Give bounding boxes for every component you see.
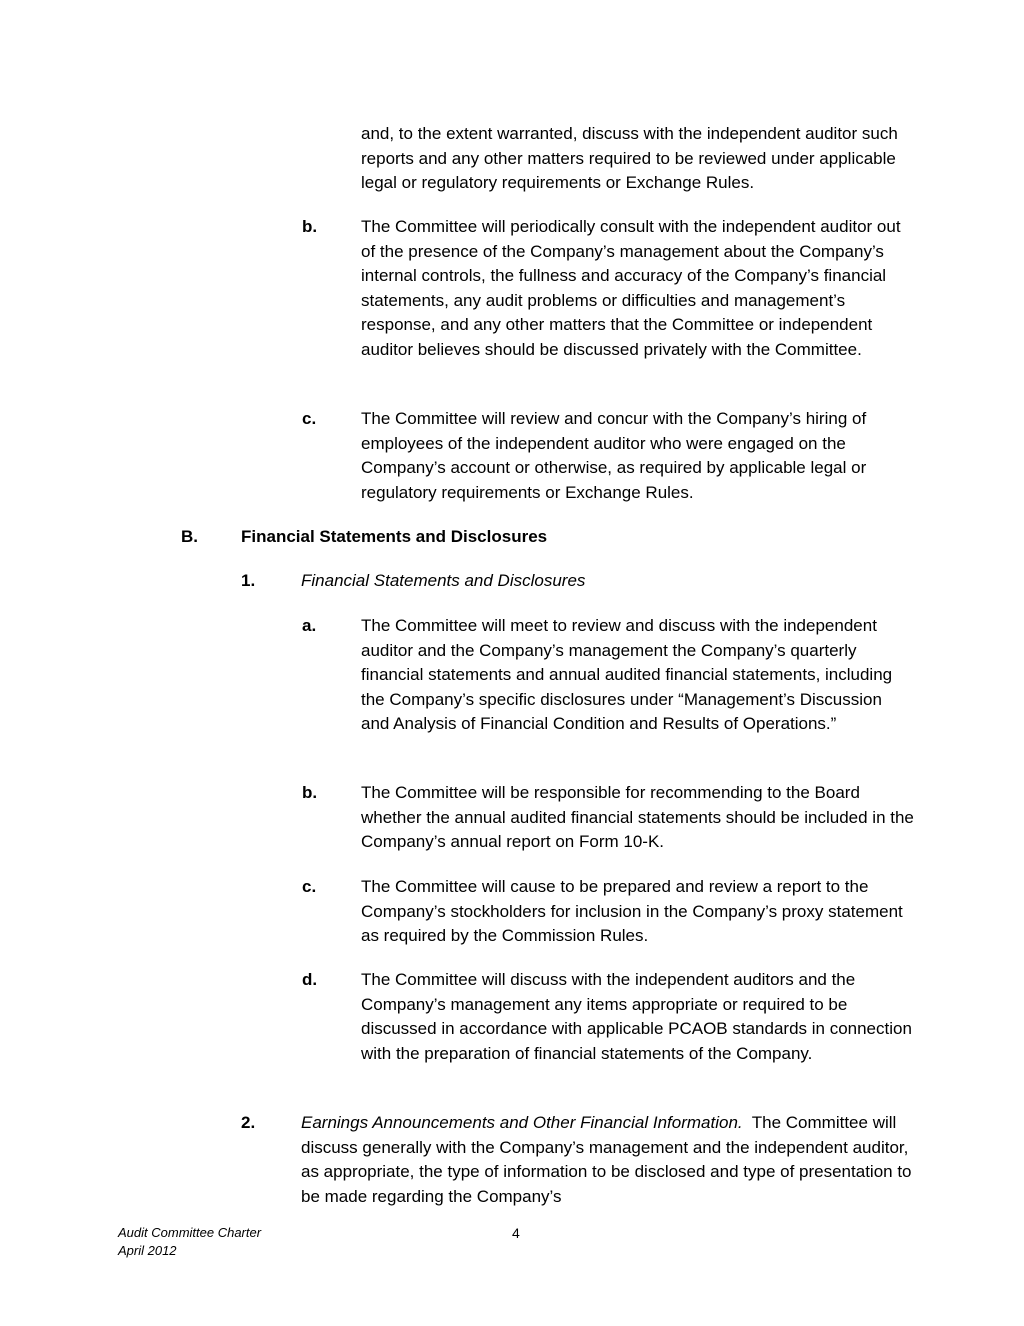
subitem-marker-b: b. bbox=[302, 783, 318, 802]
item-c-paragraph: The Committee will review and concur with the Company’s hiring of employees of the independent auditor who were engaged on the Company’s account or otherwise, as required by applicable legal or regulatory requirements or Exchange Rules. bbox=[361, 409, 867, 502]
subitem-b-paragraph: The Committee will be responsible for recommending to the Board whether the annual audited financial statements should be included in the Company’s annual report on Form 10-K. bbox=[361, 783, 914, 851]
subsection-2-title: Earnings Announcements and Other Financial Information. bbox=[301, 1113, 743, 1132]
footer-date: April 2012 bbox=[118, 1243, 177, 1258]
subitem-marker-d: d. bbox=[302, 970, 318, 989]
subsection-1-title: Financial Statements and Disclosures bbox=[301, 571, 586, 590]
footer-page-number: 4 bbox=[512, 1225, 520, 1241]
item-b-paragraph: The Committee will periodically consult with the independent auditor out of the presence of the Company’s management about the Company’s internal controls, the fullness and accuracy of the Company’s financial statements, any audit problems or difficulties and management’s response, and any other matters that the Committee or independent auditor believes should be discussed privately with the Committee. bbox=[361, 217, 901, 359]
subsection-2-paragraph bbox=[301, 1111, 923, 1209]
footer-document-title: Audit Committee Charter bbox=[118, 1225, 262, 1240]
section-b-title: Financial Statements and Disclosures bbox=[241, 527, 548, 546]
section-b-marker: B. bbox=[181, 527, 198, 546]
subitem-marker-c: c. bbox=[302, 877, 317, 896]
item-marker-b: b. bbox=[302, 217, 318, 236]
subitem-a-paragraph: The Committee will meet to review and discuss with the independent auditor and the Company’s management the Company’s quarterly financial statements and annual audited financial statements, including the Company’s specific disclosures under “Management’s Discussion and Analysis of Financial Condition and Results of Operations.” bbox=[361, 616, 893, 733]
subsection-2-text: The Committee will discuss generally with the Company’s management and the independent auditor, as appropriate, the type of information to be disclosed and type of presentation to be made regarding the Company’s bbox=[301, 1113, 912, 1206]
subsection-1-marker: 1. bbox=[241, 571, 256, 590]
continuation-paragraph: and, to the extent warranted, discuss with the independent auditor such reports and any other matters required to be reviewed under applicable legal or regulatory requirements or Exchange Rules. bbox=[361, 124, 898, 192]
subsection-2-marker: 2. bbox=[241, 1113, 256, 1132]
item-marker-c: c. bbox=[302, 409, 317, 428]
footer-left bbox=[118, 1224, 261, 1260]
subitem-c-paragraph: The Committee will cause to be prepared and review a report to the Company’s stockholders for inclusion in the Company’s proxy statement as required by the Commission Rules. bbox=[361, 877, 903, 945]
subitem-marker-a: a. bbox=[302, 616, 317, 635]
subitem-d-paragraph: The Committee will discuss with the independent auditors and the Company’s management any items appropriate or required to be discussed in accordance with applicable PCAOB standards in connection with the preparation of financial statements of the Company. bbox=[361, 970, 912, 1063]
